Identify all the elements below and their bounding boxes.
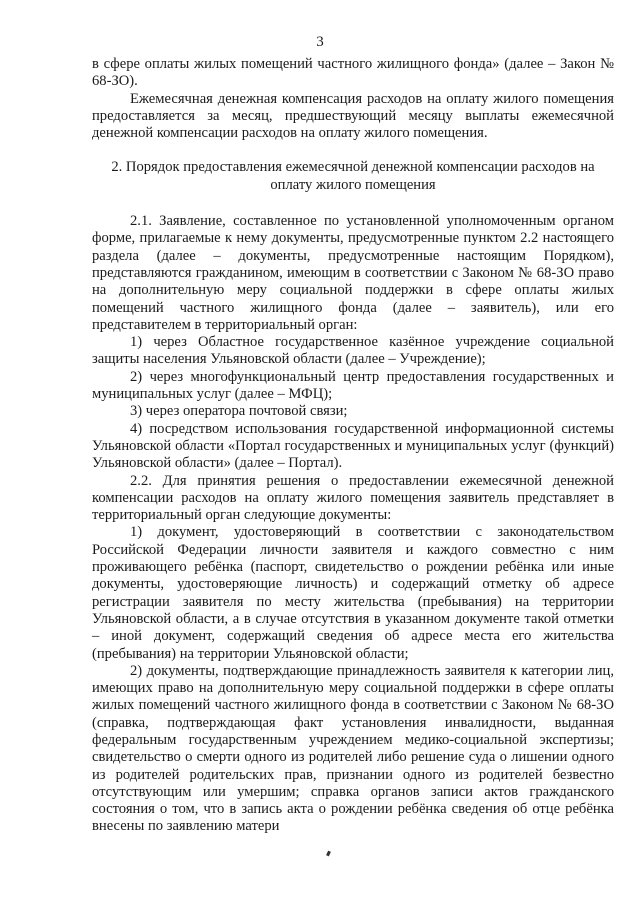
paragraph: 2.2. Для принятия решения о предоставлении ежемесячной денежной компенсации расходов на оплату жилого помещения заявитель представляет в территориальный орган следующие документы: <box>92 472 614 524</box>
list-item: 3) через оператора почтовой связи; <box>130 403 348 420</box>
list-item: 1) через Областное государственное казённое учреждение социальной защиты населения Ульяновской области (далее – Учреждение); <box>92 334 614 368</box>
paragraph: 2.1. Заявление, составленное по установленной уполномоченным органом форме, прилагаемые к нему документы, предусмотренные пунктом 2.2 настоящего раздела (далее – документы, предусмотренные настоящим Порядком), представляются гражданином, имеющим в соответствии с Законом № 68-ЗО право на дополнительную меру социальной поддержки в сфере оплаты жилых помещений частного жилищного фонда (далее – заявитель), или его представителем в территориальный орган: <box>92 213 614 333</box>
scan-mark <box>326 851 331 857</box>
paragraph: Ежемесячная денежная компенсация расходов на оплату жилого помещения предоставляется за месяц, предшествующий месяцу выплаты ежемесячной денежной компенсации расходов на оплату жилого помещения. <box>92 90 614 142</box>
list-item: 1) документ, удостоверяющий в соответствии с законодательством Российской Федерации личности заявителя и каждого совместно с ним проживающего ребёнка (паспорт, свидетельство о рождении ребёнка или иные документы, удостоверяющие личность) и содержащий отметку об адресе регистрации заявителя по месту жительства (пребывания) на территории Ульяновской области, а в случае отсутствия в указанном документе такой отметки – иной документ, содержащий сведения об адресе места его жительства (пребывания) на территории Ульяновской области; <box>92 524 614 662</box>
list-item: 4) посредством использования государственной информационной системы Ульяновской области «Портал государственных и муниципальных услуг (функций) Ульяновской области» (далее – Портал). <box>92 420 614 472</box>
document-body <box>92 56 614 836</box>
paragraph: в сфере оплаты жилых помещений частного жилищного фонда» (далее – Закон № 68-ЗО). <box>92 56 614 90</box>
section-heading: 2. Порядок предоставления ежемесячной денежной компенсации расходов на оплату жилого помещения <box>111 159 595 193</box>
list-item: 2) документы, подтверждающие принадлежность заявителя к категории лиц, имеющих право на дополнительную меру социальной поддержки в сфере оплаты жилых помещений частного жилищного фонда в соответствии с Законом № 68-ЗО (справка, подтверждающая факт установления инвалидности, выданная федеральным государственным учреждением медико-социальной экспертизы; свидетельство о смерти одного из родителей либо решение суда о лишении одного из родителей родительских прав, признании одного из родителей безвестно отсутствующим или умершим; справка органов записи актов гражданского состояния о том, что в запись акта о рождении ребёнка сведения об отце ребёнка внесены по заявлению матери <box>92 662 614 835</box>
page-number: 3 <box>316 34 324 50</box>
list-item: 2) через многофункциональный центр предоставления государственных и муниципальных услуг (далее – МФЦ); <box>92 368 614 403</box>
